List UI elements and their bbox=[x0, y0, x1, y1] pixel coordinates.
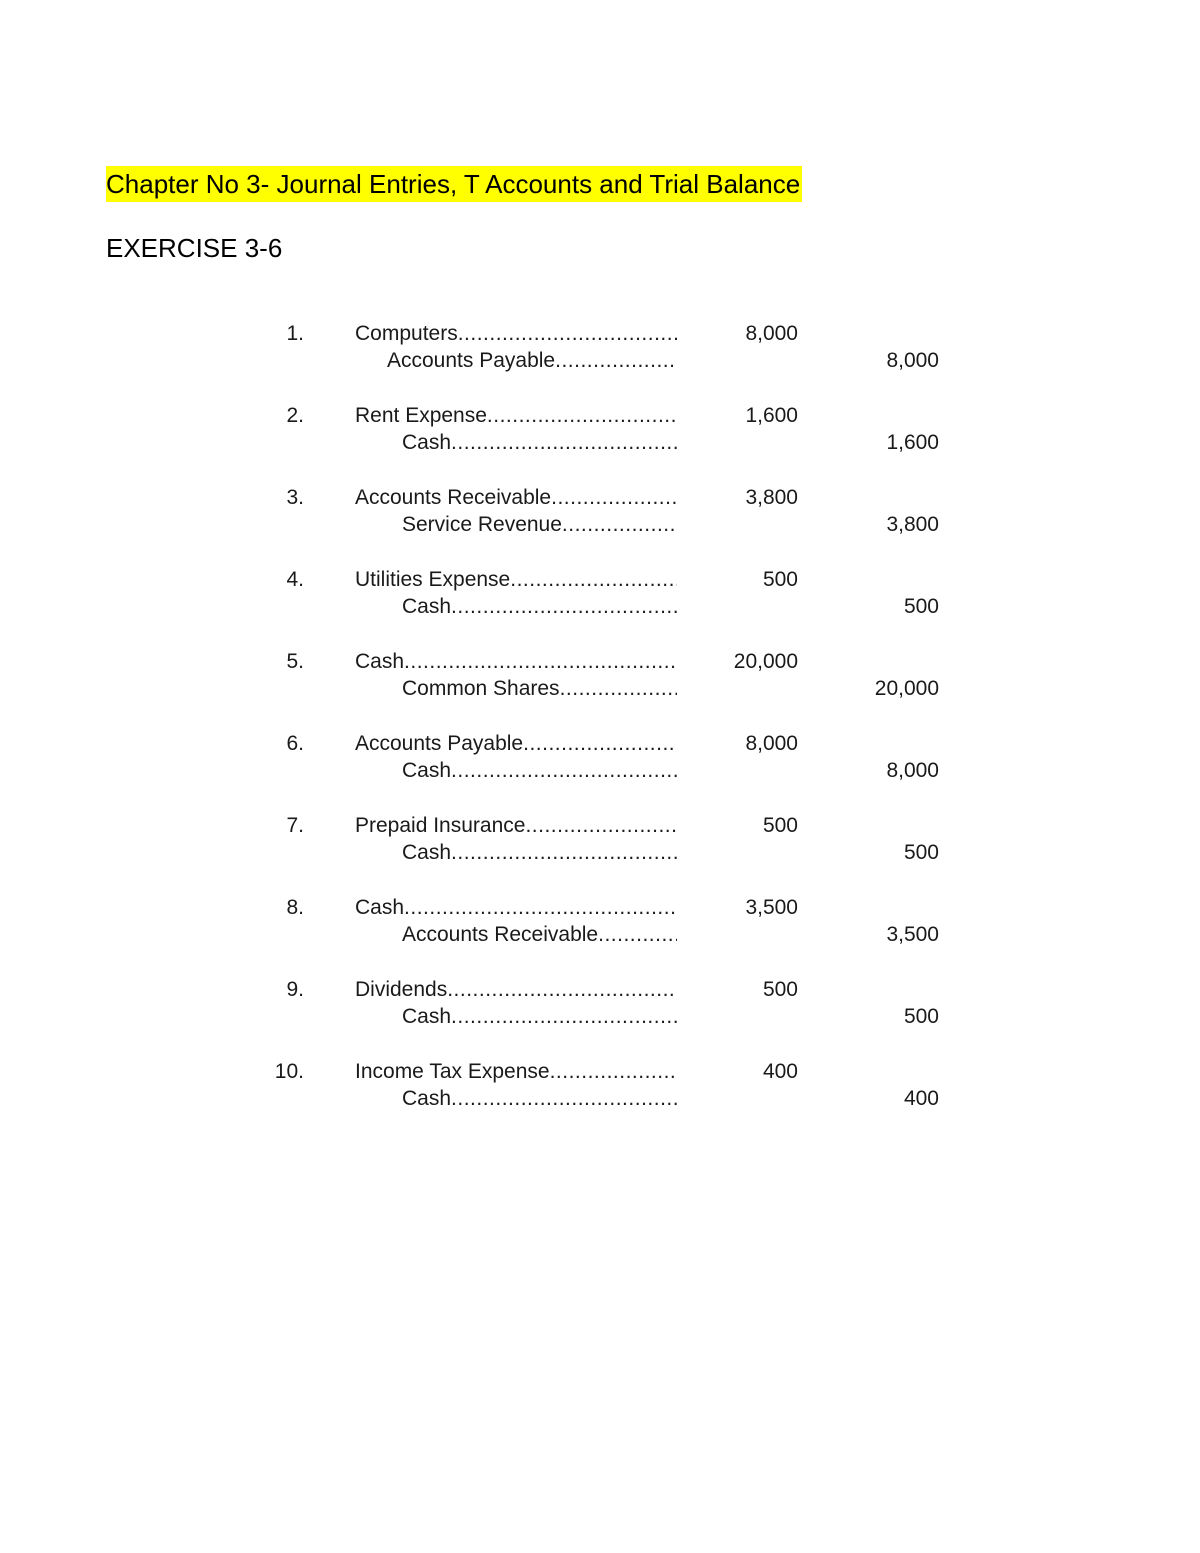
debit-amount: 500 bbox=[762, 978, 798, 1001]
entry-number: 10. bbox=[274, 1060, 304, 1083]
journal-entry bbox=[0, 894, 1200, 976]
debit-account: Cash ..... bbox=[355, 894, 677, 922]
entry-number: 1. bbox=[286, 322, 304, 345]
credit-amount: 3,500 bbox=[886, 923, 939, 946]
credit-account: Cash ..... bbox=[402, 757, 677, 785]
debit-line bbox=[0, 1058, 1200, 1086]
debit-line bbox=[0, 812, 1200, 840]
debit-account: Rent Expense ..... bbox=[355, 402, 677, 430]
debit-line bbox=[0, 894, 1200, 922]
credit-account: Cash ..... bbox=[402, 1085, 677, 1113]
credit-line bbox=[0, 757, 1200, 785]
credit-line bbox=[0, 1085, 1200, 1113]
credit-account: Cash ..... bbox=[402, 1003, 677, 1031]
credit-amount: 400 bbox=[903, 1087, 939, 1110]
entry-number: 9. bbox=[286, 978, 304, 1001]
debit-amount: 8,000 bbox=[745, 732, 798, 755]
debit-amount: 8,000 bbox=[745, 322, 798, 345]
debit-account: Prepaid Insurance ..... bbox=[355, 812, 677, 840]
credit-line bbox=[0, 347, 1200, 375]
journal-entry bbox=[0, 812, 1200, 894]
credit-account: Common Shares ..... bbox=[402, 675, 677, 703]
debit-account: Utilities Expense ..... bbox=[355, 566, 677, 594]
credit-line bbox=[0, 429, 1200, 457]
credit-account: Accounts Receivable ..... bbox=[402, 921, 677, 949]
debit-line bbox=[0, 730, 1200, 758]
credit-line bbox=[0, 839, 1200, 867]
journal-entry bbox=[0, 566, 1200, 648]
debit-line bbox=[0, 976, 1200, 1004]
debit-amount: 3,800 bbox=[745, 486, 798, 509]
journal-entry bbox=[0, 320, 1200, 402]
entry-number: 5. bbox=[286, 650, 304, 673]
credit-amount: 8,000 bbox=[886, 759, 939, 782]
journal-entry bbox=[0, 976, 1200, 1058]
journal-entry bbox=[0, 730, 1200, 812]
debit-amount: 500 bbox=[762, 814, 798, 837]
credit-amount: 20,000 bbox=[874, 677, 939, 700]
credit-amount: 3,800 bbox=[886, 513, 939, 536]
journal-entry bbox=[0, 648, 1200, 730]
credit-line bbox=[0, 675, 1200, 703]
credit-account: Cash ..... bbox=[402, 593, 677, 621]
credit-amount: 500 bbox=[903, 1005, 939, 1028]
journal-entry bbox=[0, 402, 1200, 484]
credit-account: Accounts Payable ..... bbox=[387, 347, 677, 375]
journal-entry bbox=[0, 484, 1200, 566]
debit-amount: 500 bbox=[762, 568, 798, 591]
credit-amount: 500 bbox=[903, 841, 939, 864]
credit-account: Service Revenue ..... bbox=[402, 511, 677, 539]
credit-amount: 500 bbox=[903, 595, 939, 618]
credit-line bbox=[0, 921, 1200, 949]
credit-line bbox=[0, 1003, 1200, 1031]
credit-account: Cash ..... bbox=[402, 839, 677, 867]
credit-amount: 1,600 bbox=[886, 431, 939, 454]
debit-account: Income Tax Expense ..... bbox=[355, 1058, 677, 1086]
debit-line bbox=[0, 320, 1200, 348]
debit-amount: 1,600 bbox=[745, 404, 798, 427]
credit-amount: 8,000 bbox=[886, 349, 939, 372]
debit-account: Computers ..... bbox=[355, 320, 677, 348]
debit-account: Accounts Receivable ..... bbox=[355, 484, 677, 512]
journal-entries bbox=[0, 320, 1200, 1140]
entry-number: 2. bbox=[286, 404, 304, 427]
entry-number: 4. bbox=[286, 568, 304, 591]
credit-line bbox=[0, 593, 1200, 621]
debit-account: Cash ..... bbox=[355, 648, 677, 676]
debit-line bbox=[0, 402, 1200, 430]
exercise-heading: EXERCISE 3-6 bbox=[106, 233, 283, 263]
debit-line bbox=[0, 484, 1200, 512]
journal-entry bbox=[0, 1058, 1200, 1140]
debit-account: Dividends ..... bbox=[355, 976, 677, 1004]
entry-number: 7. bbox=[286, 814, 304, 837]
debit-line bbox=[0, 648, 1200, 676]
credit-line bbox=[0, 511, 1200, 539]
debit-amount: 400 bbox=[762, 1060, 798, 1083]
debit-amount: 3,500 bbox=[745, 896, 798, 919]
entry-number: 3. bbox=[286, 486, 304, 509]
credit-account: Cash ..... bbox=[402, 429, 677, 457]
entry-number: 8. bbox=[286, 896, 304, 919]
page-title: Chapter No 3- Journal Entries, T Accounts and Trial Balance bbox=[106, 166, 802, 202]
debit-account: Accounts Payable ..... bbox=[355, 730, 677, 758]
debit-amount: 20,000 bbox=[733, 650, 798, 673]
entry-number: 6. bbox=[286, 732, 304, 755]
debit-line bbox=[0, 566, 1200, 594]
